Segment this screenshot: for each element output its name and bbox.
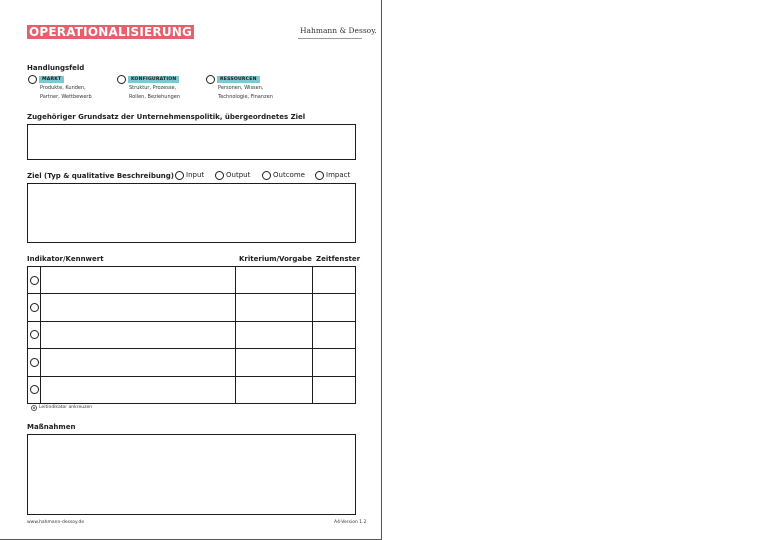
option-output-label: Output: [226, 171, 251, 179]
radio-input[interactable]: [175, 171, 184, 180]
ressourcen-desc-line2: Technologie, Finanzen: [218, 94, 273, 100]
leitindikator-radio[interactable]: [30, 303, 39, 312]
leitindikator-cell: [28, 321, 41, 348]
kriterium-cell[interactable]: [236, 321, 313, 348]
zeitfenster-cell[interactable]: [313, 349, 356, 376]
indikator-cell[interactable]: [41, 376, 236, 403]
leitindikator-cell: [28, 267, 41, 294]
table-row: [28, 321, 356, 348]
radio-markt[interactable]: [28, 75, 37, 84]
radio-output[interactable]: [215, 171, 224, 180]
massnahmen-field[interactable]: [27, 434, 356, 515]
brand-logo: Hahmann & Dessoy.: [300, 26, 377, 35]
page-title: OPERATIONALISIERUNG: [29, 25, 193, 39]
indikator-heading: Indikator/Kennwert: [27, 255, 104, 263]
leitindikator-cell: [28, 376, 41, 403]
option-outcome-label: Outcome: [273, 171, 305, 179]
markt-desc-line2: Partner, Wettbewerb: [40, 94, 92, 100]
footer-url[interactable]: www.hahmann-dessoy.de: [27, 520, 85, 525]
leitindikator-cell: [28, 294, 41, 321]
leitindikator-cell: [28, 349, 41, 376]
leitindikator-radio[interactable]: [30, 276, 39, 285]
zeitfenster-cell[interactable]: [313, 267, 356, 294]
kriterium-cell[interactable]: [236, 267, 313, 294]
leitindikator-radio[interactable]: [30, 330, 39, 339]
table-row: [28, 294, 356, 321]
radio-outcome[interactable]: [262, 171, 271, 180]
leitindikator-legend: Leitindikator ankreuzen: [39, 405, 93, 410]
radio-konfiguration[interactable]: [117, 75, 126, 84]
kriterium-cell[interactable]: [236, 376, 313, 403]
option-input-label: Input: [186, 171, 205, 179]
tag-konfiguration: KONFIGURATION: [128, 76, 179, 83]
table-row: [28, 349, 356, 376]
indikator-cell[interactable]: [41, 294, 236, 321]
konfiguration-desc-line2: Rollen, Beziehungen: [129, 94, 181, 100]
kriterium-cell[interactable]: [236, 349, 313, 376]
ziel-heading: Ziel (Typ & qualitative Beschreibung): [27, 172, 175, 180]
brand-underline: [298, 38, 362, 39]
indikator-cell[interactable]: [41, 267, 236, 294]
radio-impact[interactable]: [315, 171, 324, 180]
handlungsfeld-heading: Handlungsfeld: [27, 64, 85, 72]
zeitfenster-cell[interactable]: [313, 294, 356, 321]
kriterium-heading: Kriterium/Vorgabe: [239, 255, 312, 263]
zeitfenster-cell[interactable]: [313, 321, 356, 348]
indikator-cell[interactable]: [41, 349, 236, 376]
tag-markt: MARKT: [39, 76, 64, 83]
indicator-table: [27, 266, 356, 404]
kriterium-cell[interactable]: [236, 294, 313, 321]
worksheet-page: [0, 0, 382, 540]
massnahmen-heading: Maßnahmen: [27, 423, 76, 431]
leitindikator-radio[interactable]: [30, 385, 39, 394]
footer-version: A4-Version 1.2: [334, 520, 367, 525]
ressourcen-desc-line1: Personen, Wissen,: [218, 85, 264, 91]
zeitfenster-heading: Zeitfenster: [316, 255, 361, 263]
zeitfenster-cell[interactable]: [313, 376, 356, 403]
konfiguration-desc-line1: Struktur, Prozesse,: [129, 85, 177, 91]
grundsatz-field[interactable]: [27, 124, 356, 160]
radio-ressourcen[interactable]: [206, 75, 215, 84]
tag-ressourcen: RESSOURCEN: [217, 76, 260, 83]
indikator-cell[interactable]: [41, 321, 236, 348]
grundsatz-heading: Zugehöriger Grundsatz der Unternehmenspolitik, übergeordnetes Ziel: [27, 113, 306, 121]
leitindikator-radio[interactable]: [30, 358, 39, 367]
option-impact-label: Impact: [326, 171, 351, 179]
table-row: [28, 267, 356, 294]
markt-desc-line1: Produkte, Kunden,: [40, 85, 86, 91]
leitindikator-icon: [31, 405, 37, 411]
table-row: [28, 376, 356, 403]
ziel-field[interactable]: [27, 183, 356, 243]
